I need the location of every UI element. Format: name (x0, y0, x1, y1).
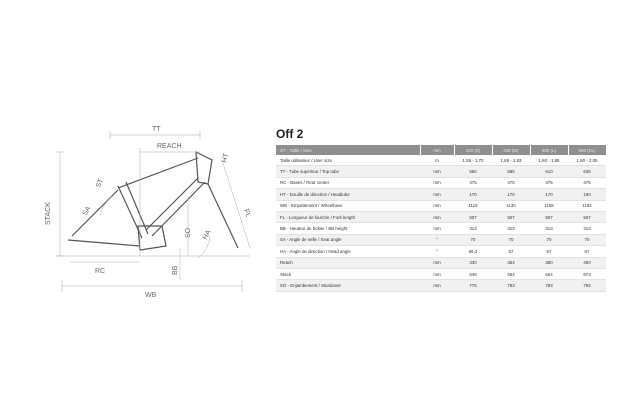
diagram-label-tt: TT (152, 126, 161, 133)
row-value: 654 (530, 268, 568, 279)
row-value: 313 (492, 223, 530, 234)
table-row (276, 268, 606, 279)
row-label: HA - Angle de direction / Head angle (276, 246, 420, 257)
row-label: SA - Angle de selle / Seat angle (276, 234, 420, 245)
row-value: 1,90 - 2,05 (568, 155, 606, 166)
header-size: 420 (S) (454, 145, 492, 155)
row-value: 70 (492, 234, 530, 245)
row-value: 635 (568, 166, 606, 177)
row-unit: mm (420, 280, 454, 291)
header-label: ST - Taille / Size (276, 145, 420, 155)
row-value: 66,3 (454, 246, 492, 257)
row-label: SO - Enjambement / Standover (276, 280, 420, 291)
row-unit: mm (420, 257, 454, 268)
header-unit: mm (420, 145, 454, 155)
row-value: 67 (568, 246, 606, 257)
row-value: 507 (530, 211, 568, 222)
diagram-label-reach: REACH (157, 143, 182, 150)
frame-outline (68, 152, 238, 250)
row-value: 313 (530, 223, 568, 234)
row-value: 67 (492, 246, 530, 257)
row-value: 560 (454, 166, 492, 177)
row-value: 507 (492, 211, 530, 222)
table-row (276, 257, 606, 268)
row-label: WB - Empattement / Wheelbase (276, 200, 420, 211)
diagram-label-wb: WB (145, 292, 157, 299)
diagram-label-fl: FL (242, 208, 252, 219)
row-value: 475 (454, 177, 492, 188)
row-label: Taille utilisateur / User size (276, 155, 420, 166)
row-value: 1155 (530, 200, 568, 211)
diagram-label-stack: STACK (45, 202, 52, 225)
diagram-label-st: ST (95, 177, 105, 189)
geometry-table (276, 145, 607, 292)
row-unit: ° (420, 234, 454, 245)
row-value: 1,80 - 1,95 (530, 155, 568, 166)
table-row (276, 223, 606, 234)
row-label: Stack (276, 268, 420, 279)
row-unit: mm (420, 200, 454, 211)
row-value: 313 (454, 223, 492, 234)
table-row (276, 246, 606, 257)
row-value: 475 (492, 177, 530, 188)
frame-geometry-diagram (20, 110, 275, 310)
row-value: 330 (454, 257, 492, 268)
table-row (276, 211, 606, 222)
diagram-label-ha: HA (201, 229, 213, 241)
row-value: 654 (492, 268, 530, 279)
table-row (276, 200, 606, 211)
diagram-label-so: SO (185, 227, 192, 238)
row-value: 170 (492, 189, 530, 200)
row-unit: mm (420, 166, 454, 177)
table-row (276, 177, 606, 188)
row-value: 313 (568, 223, 606, 234)
row-value: 400 (568, 257, 606, 268)
row-value: 170 (454, 189, 492, 200)
row-value: 1115 (454, 200, 492, 211)
row-value: 673 (568, 268, 606, 279)
row-value: 475 (530, 177, 568, 188)
table-header-row (276, 145, 606, 155)
row-value: 70 (568, 234, 606, 245)
row-value: 792 (568, 280, 606, 291)
row-label: Reach (276, 257, 420, 268)
row-label: TT - Tube supérieur / Top tube (276, 166, 420, 177)
row-value: 67 (530, 246, 568, 257)
row-value: 775 (454, 280, 492, 291)
header-size: 560 (XL) (568, 145, 606, 155)
row-unit: m (420, 155, 454, 166)
header-size: 500 (L) (530, 145, 568, 155)
row-label: HT - Douille de direction / Headtube (276, 189, 420, 200)
row-value: 70 (530, 234, 568, 245)
table-row (276, 155, 606, 166)
table-row (276, 189, 606, 200)
row-value: 380 (530, 257, 568, 268)
row-value: 610 (530, 166, 568, 177)
table-title: Off 2 (276, 127, 304, 141)
row-unit: ° (420, 246, 454, 257)
row-unit: mm (420, 211, 454, 222)
row-value: 1130 (492, 200, 530, 211)
diagram-label-bb: BB (172, 265, 179, 275)
row-value: 783 (492, 280, 530, 291)
row-value: 1,55 - 1,70 (454, 155, 492, 166)
row-value: 783 (530, 280, 568, 291)
diagram-label-ht: HT (221, 152, 231, 164)
row-value: 170 (530, 189, 568, 200)
row-value: 70 (454, 234, 492, 245)
table-row (276, 166, 606, 177)
row-value: 585 (492, 166, 530, 177)
row-unit: mm (420, 268, 454, 279)
row-label: RC - Bases / Rear center (276, 177, 420, 188)
table-row (276, 280, 606, 291)
header-size: 445 (M) (492, 145, 530, 155)
row-label: BB - Hauteur de boitier / BB height (276, 223, 420, 234)
row-unit: mm (420, 189, 454, 200)
row-value: 1182 (568, 200, 606, 211)
row-value: 507 (568, 211, 606, 222)
row-value: 354 (492, 257, 530, 268)
row-value: 1,68 - 1,83 (492, 155, 530, 166)
row-value: 649 (454, 268, 492, 279)
diagram-label-sa: SA (81, 205, 93, 217)
row-value: 190 (568, 189, 606, 200)
table-row (276, 234, 606, 245)
diagram-label-rc: RC (95, 268, 106, 275)
row-unit: mm (420, 177, 454, 188)
row-label: FL - Longueur de fourche / Fork length (276, 211, 420, 222)
row-unit: mm (420, 223, 454, 234)
row-value: 507 (454, 211, 492, 222)
row-value: 475 (568, 177, 606, 188)
